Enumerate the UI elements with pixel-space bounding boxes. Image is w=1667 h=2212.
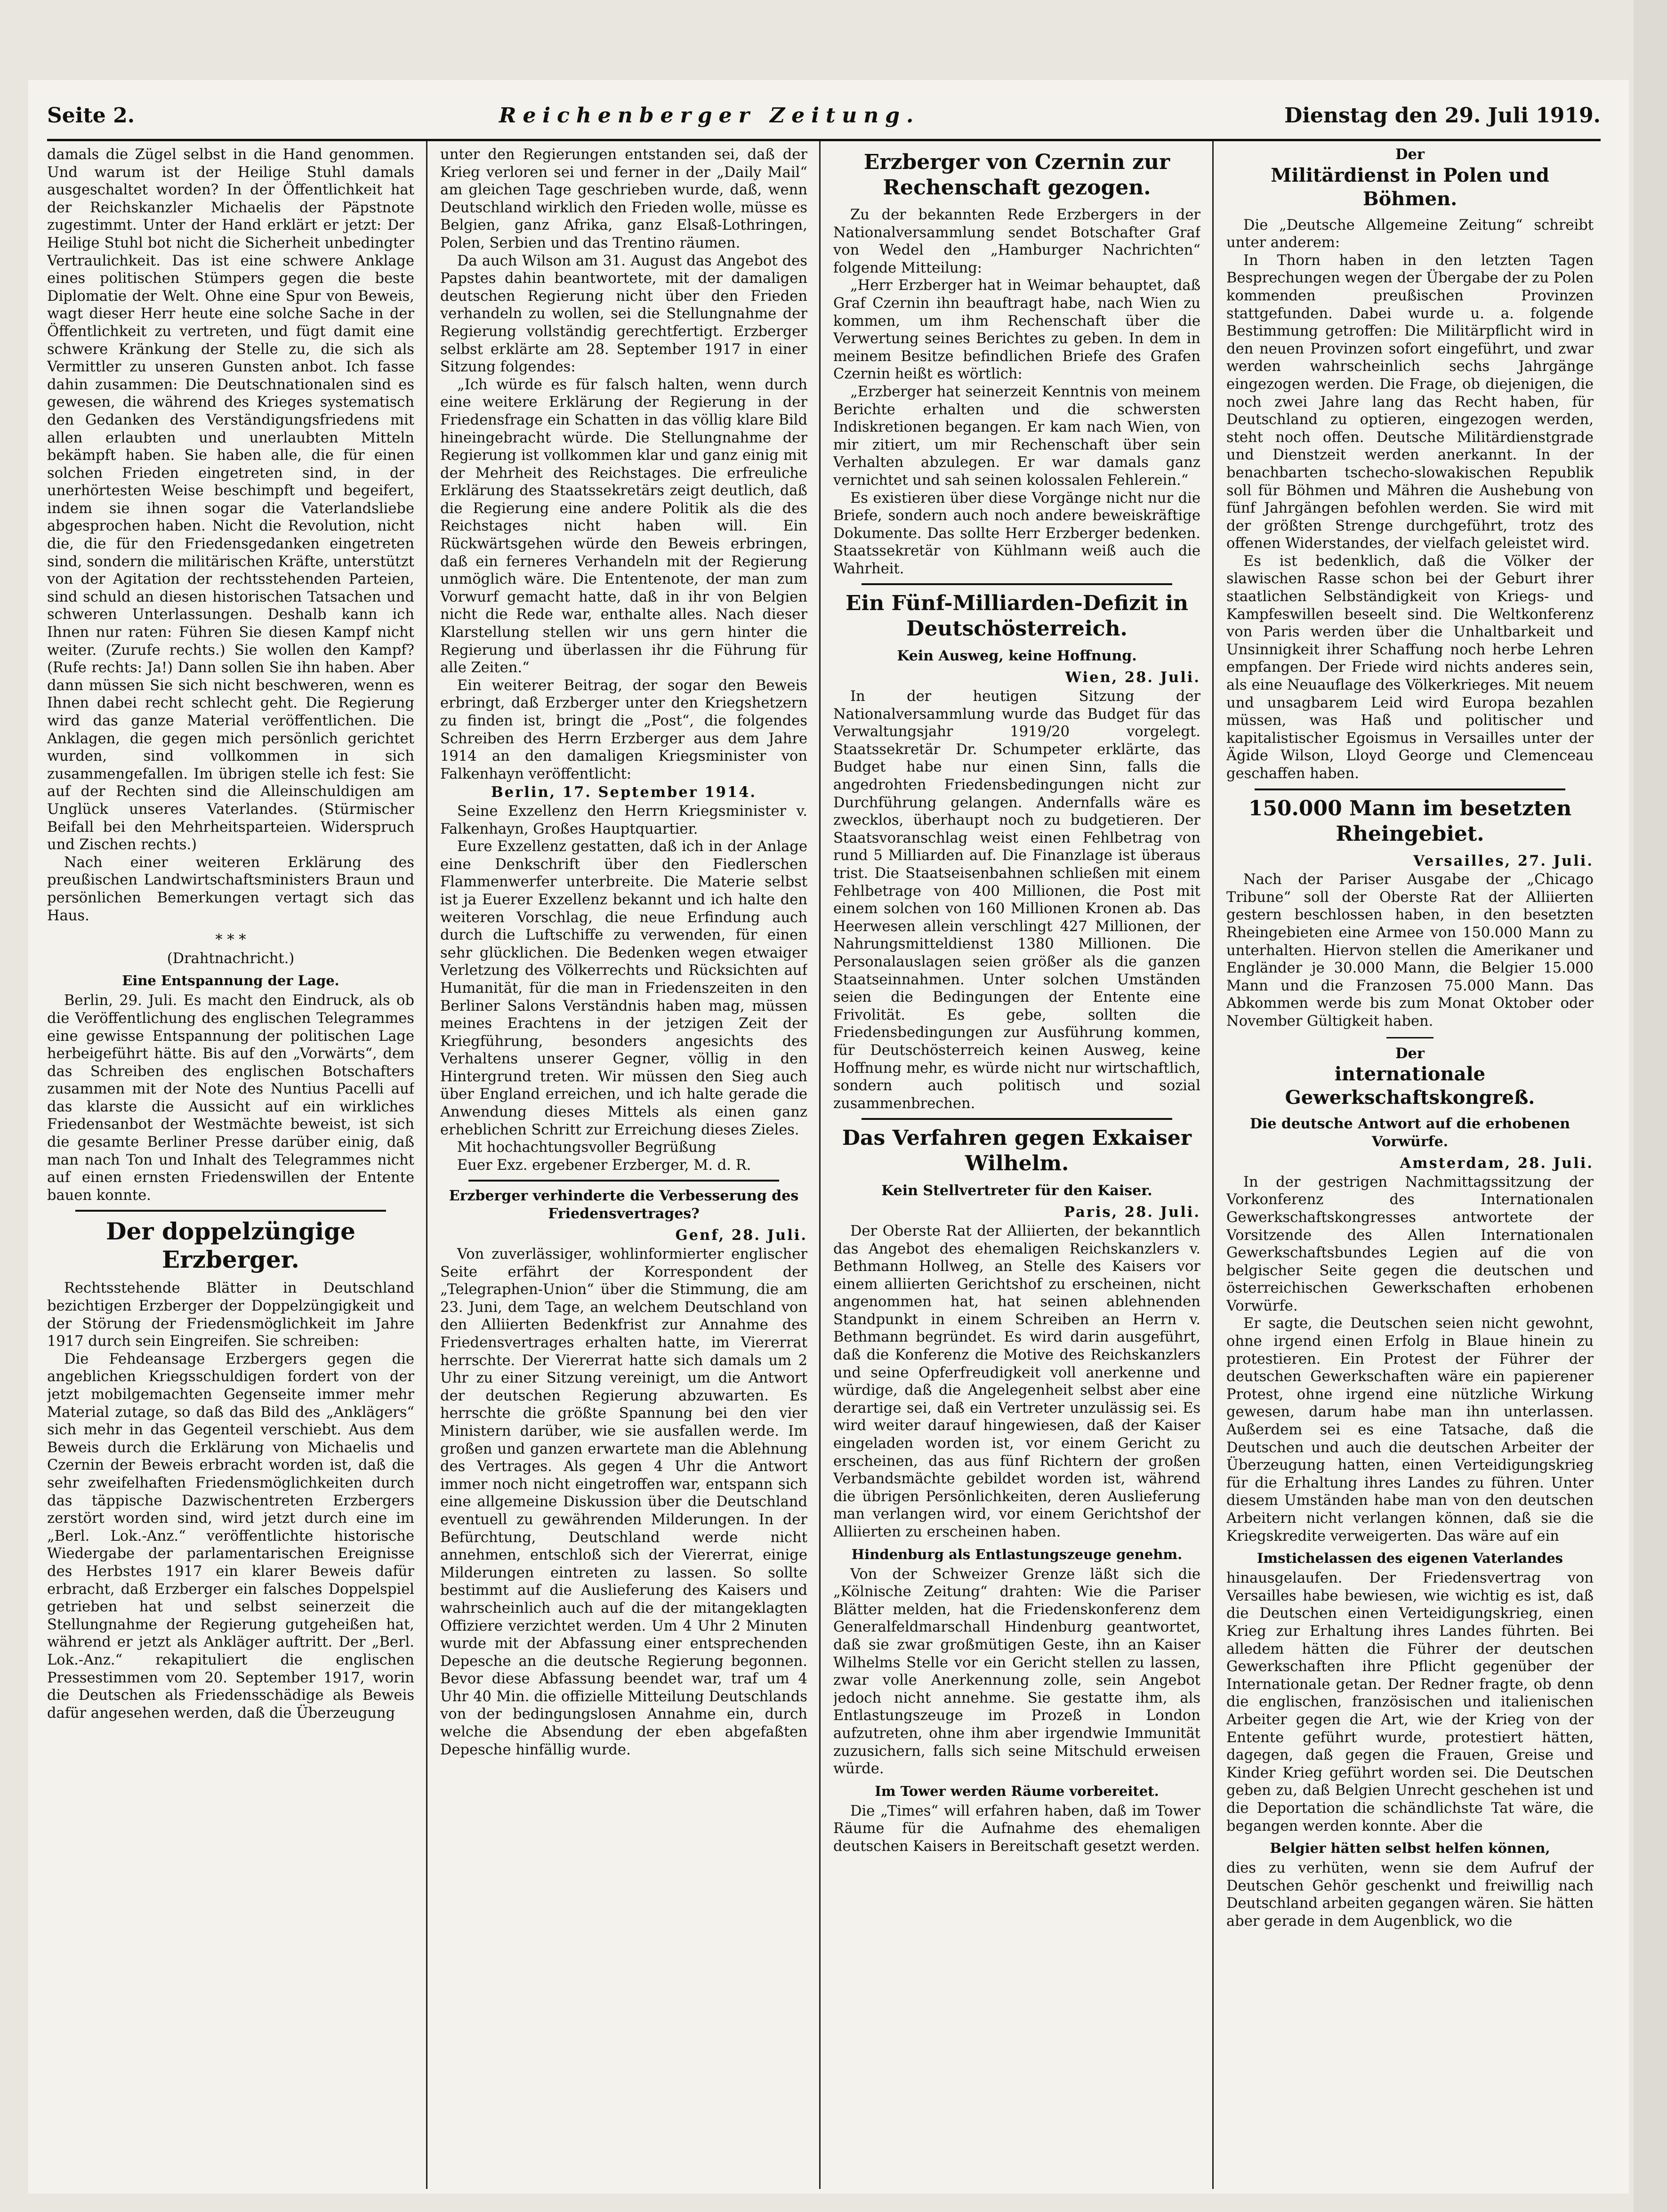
dateline: Versailles, 27. Juli. xyxy=(1413,852,1594,869)
letter-signature: Euer Exz. ergebener Erzberger, M. d. R. xyxy=(457,1157,751,1174)
article-headline: Der doppelzüngige Erzberger. xyxy=(106,1217,355,1274)
section-headline: Belgier hätten selbst helfen können, xyxy=(1270,1840,1550,1857)
header-rule xyxy=(47,139,1601,141)
article-body: Nach einer weiteren Erklärung des preußischen Landwirtschaftsministers Braun und persönlichen Bemerkungen vertagt sich das Haus. xyxy=(47,854,414,924)
article-body: Da auch Wilson am 31. August das Angebot des Papstes dahin beantwortete, mit der damaligen deutschen Regierung nicht über den Frieden verhandeln zu wollen, sei die Stellungnahme der Regierung vollständig gerechtfertigt. Erzberger selbst erklärte am 28. September 1917 in einer Sitzung folgendes: xyxy=(440,252,807,376)
issue-date: Dienstag den 29. Juli 1919. xyxy=(1284,103,1601,128)
column-2 xyxy=(440,146,807,2184)
article-body: Rechtsstehende Blätter in Deutschland bezichtigen Erzberger der Doppelzüngigkeit und der Störung der Friedensmöglichkeit im Jahre 1917 durch sein Eingreifen. Sie schreiben: xyxy=(47,1280,414,1350)
page-edge xyxy=(1634,0,1667,2212)
article-body: Es existieren über diese Vorgänge nicht nur die Briefe, sondern auch noch andere beweiskräftige Dokumente. Das sollte Herr Erzberger bedenken. Staatssekretär von Kühlmann weiß auch die Wahrheit. xyxy=(833,490,1200,577)
dateline: Paris, 28. Juli. xyxy=(1063,1204,1200,1221)
letter-address: Seine Exzellenz den Herrn Kriegsminister v. Falkenhayn, Großes Hauptquartier. xyxy=(440,803,807,837)
dateline: Wien, 28. Juli. xyxy=(1065,669,1200,686)
article-body: In der gestrigen Nachmittagssitzung der Vorkonferenz des Internationalen Gewerkschaftskongresses antwortete der Vorsitzende des Allen Internationalen Gewerkschaftsbundes Legien auf die von belgischer Seite gegen die deutschen und österreichischen Gewerkschaften erhobenen Vorwürfe. xyxy=(1226,1174,1594,1314)
article-body: Von der Schweizer Grenze läßt sich die „Kölnische Zeitung“ drahten: Wie die Pariser Blätter melden, hat die Friedenskonferenz dem Generalfeldmarschall Hindenburg geantwortet, daß sie zwar großmütigen Geste, ihn an Kaiser Wilhelms Stelle vor ein Gericht stellen zu lassen, zwar volle Anerkennung zolle, sein Angebot jedoch nicht annehme. Sie gestatte ihm, als Entlastungszeuge im Prozeß in London aufzutreten, ohne ihm aber irgendwie Immunität zuzusichern, falls sich seine Mitschuld erweisen würde. xyxy=(833,1566,1200,1778)
dateline: Genf, 28. Juli. xyxy=(675,1227,807,1244)
article-body: Eure Exzellenz gestatten, daß ich in der Anlage eine Denkschrift über den Fiedlerschen Flammenwerfer unterbreite. Die Materie selbst ist ja Euerer Exzellenz bekannt und ich halte den weiteren Vorschlag, die neue Erfindung auch durch die Luftschiffe zu verwenden, für einen sehr glücklichen. Die Bedenken wegen etwaiger Verletzung des Völkerrechts und Rücksichten auf Humanität, für die man in Friedenszeiten in den Berliner Salons Verständnis haben mag, müssen meines Erachtens in der jetzigen Zeit der Kriegführung, besonders angesichts des Verhaltens unserer Gegner, völlig in den Hintergrund treten. Wir müssen den Sieg auch über England erreichen, und ich halte gerade die Anwendung dieses Mittels als einen ganz erheblichen Schritt zur Erreichung dieses Zieles. xyxy=(440,838,807,1138)
column-3 xyxy=(833,146,1200,2184)
article-divider xyxy=(75,1210,386,1212)
article-divider xyxy=(1255,788,1565,790)
article-body: Der Oberste Rat der Alliierten, der bekanntlich das Angebot des ehemaligen Reichskanzlers v. Bethmann Hollweg, an Stelle des Kaisers vor einem alliierten Gerichtshof zu erscheinen, nicht angenommen hat, hat seinen ablehnenden Standpunkt in einem Schreiben an Herrn v. Bethmann begründet. Es wird darin ausgeführt, daß die Konferenz die Motive des Reichskanzlers und seine Opferfreudigkeit voll anerkenne und würdige, daß die Angelegenheit selbst aber eine derartige sei, daß ein Vertreter unzulässig sei. Es wird weiter darauf hingewiesen, daß der Kaiser eingeladen worden ist, vor einem Gericht zu erscheinen, das aus fünf Richtern der großen Verbandsmächte gebildet worden ist, während die übrigen Persönlichkeiten, deren Auslieferung man verlangen wird, vor einem Gerichtshof der Alliierten zu erscheinen haben. xyxy=(833,1223,1200,1540)
page-number: Seite 2. xyxy=(47,103,135,128)
article-divider xyxy=(468,1180,779,1182)
article-headline: Das Verfahren gegen Exkaiser Wilhelm. xyxy=(842,1126,1192,1176)
headline-prefix: Der xyxy=(1395,146,1425,163)
article-body: In Thorn haben in den letzten Tagen Besprechungen wegen der Übergabe der zu Polen kommenden preußischen Provinzen stattgefunden. Dabei wurde u. a. folgende Bestimmung getroffen: Die Militärpflicht wird in den neuen Provinzen sofort eingeführt, und zwar werden wahrscheinlich sechs Jahrgänge eingezogen werden. Die Frage, ob diejenigen, die noch zwei Jahre lang das Recht haben, für Deutschland zu optieren, eingezogen werden, steht noch offen. Deutsche Militärdienstgrade und Dienstzeit werden anerkannt. In der benachbarten tschecho-slowakischen Republik soll für Böhmen und Mähren die Aushebung von fünf Jahrgängen befohlen werden. Sie wird mit der größten Strenge durchgeführt, trotz des offenen Widerstandes, der vielfach geleistet wird. xyxy=(1226,252,1594,552)
article-subheadline: Die deutsche Antwort auf die erhobenen Vorwürfe. xyxy=(1249,1116,1570,1150)
article-body: Die „Times“ will erfahren haben, daß im Tower Räume für die Aufnahme des ehemaligen deutschen Kaisers in Bereitschaft gesetzt werden. xyxy=(833,1802,1200,1855)
article-body: Von zuverlässiger, wohlinformierter englischer Seite erfährt der Korrespondent der „Telegraphen-Union“ über die Stimmung, die am 23. Juni, dem Tage, an welchem Deutschland von den Alliierten Bedenkfrist zur Annahme des Friedensvertrages erhalten hatte, im Viererrat herrschte. Der Viererrat hatte sich damals um 2 Uhr zu einer Sitzung vereinigt, um die Antwort der deutschen Regierung abzuwarten. Es herrschte die größte Spannung bei den vier Ministern darüber, wie sie ausfallen werde. Im großen und ganzen erwartete man die Ablehnung des Vertrages. Als gegen 4 Uhr die Antwort immer noch nicht eingetroffen war, entspann sich eine allgemeine Diskussion über die Deutschland eventuell zu gewährenden Milderungen. In der Befürchtung, Deutschland werde nicht annehmen, entschloß sich der Viererrat, einige Milderungen eintreten zu lassen. So sollte bestimmt auf die Auslieferung des Kaisers und wahrscheinlich auch auf die der mitangeklagten Offiziere verzichtet werden. Um 4 Uhr 2 Minuten wurde mit der Abfassung einer entsprechenden Depesche an die deutsche Regierung begonnen. Bevor diese Abfassung beendet war, traf um 4 Uhr 40 Min. die offizielle Mitteilung Deutschlands von der bedingungslosen Annahme ein, durch welche die Absendung der eben abgefaßten Depesche hinfällig wurde. xyxy=(440,1246,807,1758)
column-4 xyxy=(1226,146,1594,2184)
section-headline: Imstichelassen des eigenen Vaterlandes xyxy=(1256,1550,1563,1567)
column-1 xyxy=(47,146,414,2184)
article-body: „Herr Erzberger hat in Weimar behauptet, daß Graf Czernin ihn beauftragt habe, nach Wien zu kommen, um ihm Rechenschaft über die Verwertung seines Berichtes zu geben. In dem in meinem Besitze befindlichen Briefe des Grafen Czernin heißt es wörtlich: xyxy=(833,277,1200,383)
article-body: Die Fehdeansage Erzbergers gegen die angeblichen Kriegsschuldigen fordert von der jetzt mobilgemachten Gegenseite immer mehr Material zutage, so daß das Bild des „Anklägers“ sich mehr in das Gegenteil verschiebt. Aus dem Beweis durch die Erklärung von Michaelis und Czernin der Beweis erbracht worden ist, daß die sehr zweifelhaften Friedensmöglichkeiten durch das täppische Dazwischentreten Erzbergers zerstört worden sind, wird jetzt durch eine im „Berl. Lok.-Anz.“ veröffentlichte historische Wiedergabe der parlamentarischen Ereignisse des Herbstes 1917 ein klarer Beweis dafür erbracht, daß Erzberger ein falsches Doppelspiel getrieben hat und selbst seinerzeit die Stellungnahme der Regierung gutgeheißen hat, während er jetzt als Ankläger auftritt. Der „Berl. Lok.-Anz.“ rekapituliert die englischen Pressestimmen vom 20. September 1917, worin die Deutschen als Friedensschädige als Beweis dafür angesehen werden, daß die Überzeugung xyxy=(47,1351,414,1721)
article-body: Es ist bedenklich, daß die Völker der slawischen Rasse schon bei der Geburt ihrer staatlichen Selbständigkeit von Kriegs- und Kampfeswillen beseelt sind. Die Weltkonferenz von Paris werden über die Unhaltbarkeit und Unsinnigkeit ihrer Schaffung noch herbe Lehren empfangen. Der Friede wird nichts anderes sein, als eine Neuauflage des Völkerkrieges. Mit neuem und unsagbarem Leid wird Europa bezahlen müssen, was Haß und politischer und kapitalistischer Egoismus in Versailles unter der Ägide Wilson, Lloyd George und Clemenceau geschaffen haben. xyxy=(1226,553,1594,782)
article-body: Er sagte, die Deutschen seien nicht gewohnt, ohne irgend einen Erfolg in Blaue hinein zu protestieren. Ein Protest der Führer der deutschen Gewerkschaften wäre ein papierener Protest, ohne irgend eine nützliche Wirkung gewesen, darum habe man ihn unterlassen. Außerdem sei es eine Tatsache, daß die Deutschen und auch die deutschen Arbeiter der Überzeugung hatten, einen Verteidigungskrieg für die Erhaltung ihres Landes zu führen. Unter diesem Umständen habe man von den deutschen Arbeitern nicht verlangen können, daß sie die Kriegskredite verweigerten. Das wäre auf ein xyxy=(1226,1315,1594,1544)
article-headline: Ein Fünf-Milliarden-Defizit in Deutschösterreich. xyxy=(845,591,1189,641)
wire-note: (Drahtnachricht.) xyxy=(167,950,295,967)
article-body: damals die Zügel selbst in die Hand genommen. Und warum ist der Heilige Stuhl damals ausgeschaltet worden? In der Öffentlichkeit hat der Reichskanzler Michaelis der Päpstnote zugestimmt. Unter der Hand erklärt er jetzt: Der Heilige Stuhl bot nicht die Sicherheit unbedingter Vertraulichkeit. Das ist eine schwere Anklage eines politischen Stümpers gegen die beste Diplomatie der Welt. Ohne eine Spur von Beweis, wagt dieser Herr heute eine solche Sache in der Öffentlichkeit zu vertreten, und fügt damit eine schwere Kränkung der Stelle zu, die sich als Vermittler zu unseren Gunsten anbot. Ich fasse dahin zusammen: Die Deutschnationalen sind es gewesen, die während des Krieges systematisch den Gedanken des Verständigungsfriedens mit allen erlaubten und unerlaubten Mitteln bekämpft haben. Sie haben alle, die für einen solchen Frieden eingetreten sind, in der unerhörtesten Weise beschimpft und begeifert, indem sie ihnen sogar die Vaterlandsliebe abgesprochen haben. Nicht die Revolution, nicht die, die für den Friedensgedanken eingetreten sind, sondern die militärischen Kräfte, unterstützt von der Agitation der rechtsstehenden Parteien, sind schuld an diesen historischen Tatsachen und schweren Unterlassungen. Deshalb kann ich Ihnen nur raten: Führen Sie diesen Kampf nicht weiter. (Zurufe rechts.) Sie wollen den Kampf? (Rufe rechts: Ja!) Dann sollen Sie ihn haben. Aber dann müssen Sie sich nicht beschweren, wenn es Ihnen dabei recht schlecht geht. Die Regierung wird das ganze Material veröffentlichen. Die Anklagen, die gegen mich persönlich gerichtet wurden, sind vollkommen in sich zusammengefallen. Im übrigen stelle ich fest: Sie auf der Rechten sind die Alleinschuldigen am Unglück unseres Vaterlandes. (Stürmischer Beifall bei den Mehrheitsparteien. Widerspruch und Zischen rechts.) xyxy=(47,146,414,853)
article-body: Ein weiterer Beitrag, der sogar den Beweis erbringt, daß Erzberger unter den Kriegshetzern zu finden ist, bringt die „Post“, die folgendes Schreiben des Herrn Erzberger aus dem Jahre 1914 an den damaligen Kriegsminister von Falkenhayn veröffentlicht: xyxy=(440,677,807,782)
headline-prefix: Der xyxy=(1395,1045,1425,1062)
article-body: unter den Regierungen entstanden sei, daß der Krieg verloren sei und ferner in der „Daily Mail“ am gleichen Tage geschrieben wurde, daß, wenn Deutschland wirklich den Frieden wolle, müsse es Belgien, ganz Afrika, ganz Elsaß-Lothringen, Polen, Serbien und das Trentino räumen. xyxy=(440,146,807,251)
article-headline: internationale Gewerkschaftskongreß. xyxy=(1285,1063,1535,1109)
article-subheadline: Kein Ausweg, keine Hoffnung. xyxy=(897,648,1137,665)
letter-closing: Mit hochachtungsvoller Begrüßung xyxy=(457,1139,717,1156)
article-body: Berlin, 29. Juli. Es macht den Eindruck, als ob die Veröffentlichung des englischen Telegrammes eine gewisse Entspannung der politischen Lage herbeigeführt hätte. Bis auf den „Vorwärts“, dem das Schreiben des englischen Botschafters zusammen mit der Note des Nuntius Pacelli auf das klarste die Aussicht auf ein wirkliches Friedensanbot der Westmächte beweist, ist sich die gesamte Berliner Presse darüber einig, daß man nach Ton und Inhalt des Telegrammes nicht auf einen ernsten Friedenswillen der Entente bauen konnte. xyxy=(47,992,414,1204)
article-body: hinausgelaufen. Der Friedensvertrag von Versailles habe bewiesen, wie wichtig es ist, daß die Deutschen einen Verteidigungskrieg, einen Krieg zur Erhaltung ihres Landes führten. Bei alledem hätten die Führer der deutschen Gewerkschaften ihre Pflicht gegenüber der Internationale getan. Der Redner fragte, ob denn die englischen, französischen und italienischen Arbeiter gegen die Art, wie der Krieg von der Entente geführt wurde, protestiert hätten, dagegen, daß gegen die Frauen, Greise und Kinder Krieg geführt worden sei. Die Deutschen geben zu, daß Belgien Unrecht geschehen ist und die Deportation die schändlichste Tat wäre, die begangen werden konnte. Aber die xyxy=(1226,1570,1594,1834)
article-body: In der heutigen Sitzung der Nationalversammlung wurde das Budget für das Verwaltungsjahr 1919/20 vorgelegt. Staatssekretär Dr. Schumpeter erklärte, das Budget habe nur einen Sinn, falls die angedrohten Friedensbedingungen nicht zur Durchführung gelangen. Andernfalls wäre es zwecklos, überhaupt noch zu budgetieren. Der Staatsvoranschlag weist einen Fehlbetrag von rund 5 Milliarden auf. Die Finanzlage ist überaus trist. Die Staatseisenbahnen schließen mit einem Fehlbetrage von 400 Millionen, die Post mit einem solchen von 160 Millionen Kronen ab. Das Heerwesen allein verschlingt 427 Millionen, der Nahrungsmitteldienst 1380 Millionen. Die Personalauslagen seien größer als die ganzen Staatseinnahmen. Unter solchen Umständen seien die Bedingungen der Entente eine Frivolität. Es gebe, sollten die Friedensbedingungen zur Ausführung kommen, für Deutschösterreich keinen Ausweg, keine Hoffnung mehr, es würde nicht nur wirtschaftlich, sondern auch politisch und sozial zusammenbrechen. xyxy=(833,688,1200,1112)
article-divider xyxy=(862,583,1172,585)
article-body: „Erzberger hat seinerzeit Kenntnis von meinem Berichte erhalten und die schwersten Indiskretionen begangen. Er kam nach Wien, von mir zitiert, um mir Rechenschaft über sein Verhalten abzulegen. Er war damals ganz vernichtet und sah seinen kolossalen Fehlerein.“ xyxy=(833,383,1200,489)
article-body: Die „Deutsche Allgemeine Zeitung“ schreibt unter anderem: xyxy=(1226,217,1594,251)
column-rule xyxy=(426,141,427,2189)
section-headline: Hindenburg als Entlastungszeuge genehm. xyxy=(851,1546,1183,1562)
column-rule xyxy=(1212,141,1214,2189)
newspaper-title: Reichenberger Zeitung. xyxy=(499,103,920,128)
article-subheadline: Kein Stellvertreter für den Kaiser. xyxy=(881,1182,1152,1199)
article-headline: Eine Entspannung der Lage. xyxy=(122,973,339,989)
dateline: Amsterdam, 28. Juli. xyxy=(1400,1155,1594,1172)
article-body: „Ich würde es für falsch halten, wenn durch eine weitere Erklärung der Regierung in der Friedensfrage ein Schatten in das völlig klare Bild hineingebracht würde. Die Stellungnahme der Regierung ist vollkommen klar und ganz einig mit der Mehrheit des Reichstages. Die erfreuliche Erklärung des Staatssekretärs zeigt deutlich, daß die Regierung eine andere Politik als die des Reichstages nicht haben will. Ein Rückwärtsgehen würde den Beweis erbringen, daß ein ferneres Verhandeln mit der Regierung unmöglich wäre. Die Ententenote, der man zum Vorwurf gemacht hatte, daß in ihr von Belgien nicht die Rede war, enthalte alles. Nach dieser Klarstellung stellen wir uns gern hinter die Regierung und überlassen ihr die Führung für alle Zeiten.“ xyxy=(440,376,807,676)
article-headline: Militärdienst in Polen und Böhmen. xyxy=(1271,164,1549,210)
article-divider xyxy=(862,1118,1172,1120)
article-headline: Erzberger von Czernin zur Rechenschaft gezogen. xyxy=(863,150,1170,200)
article-divider xyxy=(1386,1037,1433,1038)
article-headline: 150.000 Mann im besetzten Rheingebiet. xyxy=(1248,796,1572,846)
column-rule xyxy=(819,141,821,2189)
article-body: Zu der bekannten Rede Erzbergers in der Nationalversammlung sendet Botschafter Graf von Wedel den „Hamburger Nachrichten“ folgende Mitteilung: xyxy=(833,207,1200,276)
page-header xyxy=(47,94,1601,137)
article-body: dies zu verhüten, wenn sie dem Aufruf der Deutschen Gehör geschenkt und freiwillig nach Deutschland arbeiten gegangen wären. Sie hätten aber gerade in dem Augenblick, wo die xyxy=(1226,1860,1594,1930)
article-body: Nach der Pariser Ausgabe der „Chicago Tribune“ soll der Oberste Rat der Alliierten gestern beschlossen haben, in den besetzten Rheingebieten eine Armee von 150.000 Mann zu unterhalten. Hiervon stellen die Amerikaner und Engländer je 30.000 Mann, die Belgier 15.000 Mann und die Franzosen 75.000 Mann. Das Abkommen werde bis zum Monat Oktober oder November Gültigkeit haben. xyxy=(1226,871,1594,1030)
section-stars: * * * xyxy=(215,932,246,949)
dateline: Berlin, 17. September 1914. xyxy=(491,784,757,801)
article-headline: Erzberger verhinderte die Verbesserung des Friedensvertrages? xyxy=(449,1188,799,1223)
section-headline: Im Tower werden Räume vorbereitet. xyxy=(875,1783,1159,1799)
